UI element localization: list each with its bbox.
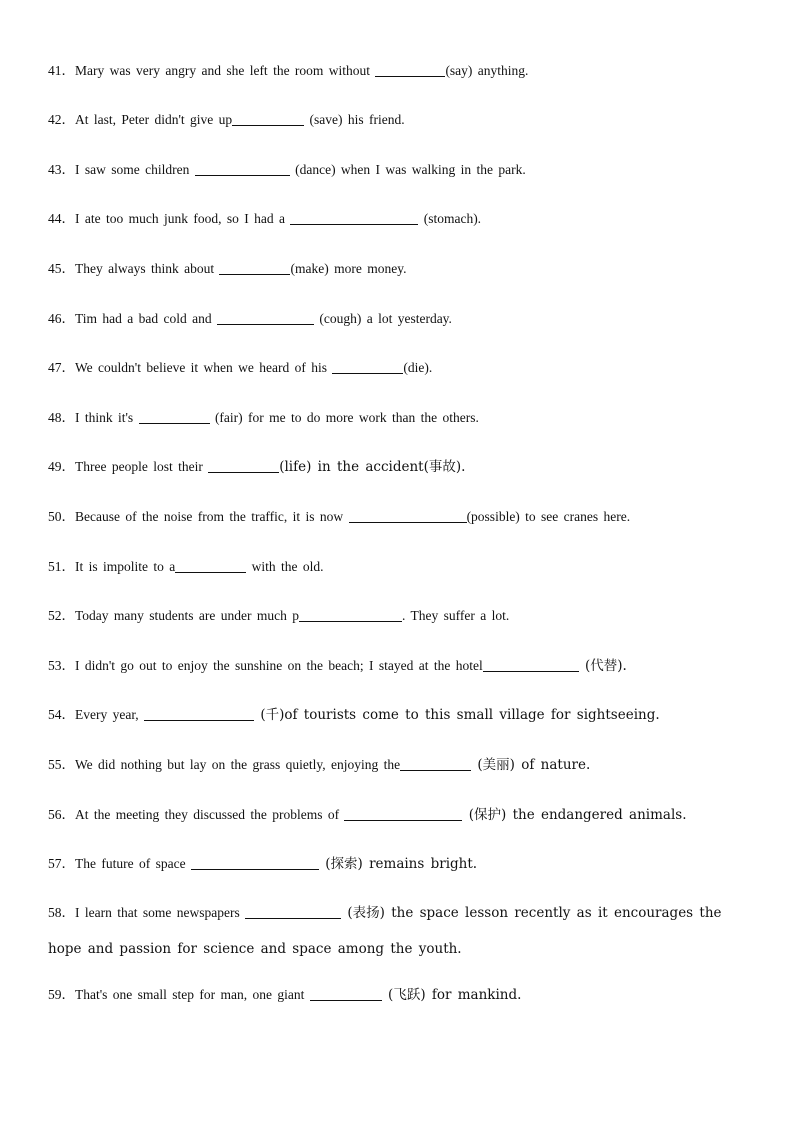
- answer-blank[interactable]: [332, 360, 403, 374]
- question-50: [48, 507, 748, 527]
- question-53: [48, 656, 748, 676]
- question-43: [48, 160, 748, 180]
- question-number: 58．: [48, 905, 75, 920]
- question-text-before: Three people lost their: [75, 459, 209, 474]
- question-text-before: I saw some children: [75, 162, 195, 177]
- question-number: 47．: [48, 360, 75, 375]
- question-text-before: We couldn't believe it when we heard of his: [75, 360, 333, 375]
- answer-blank[interactable]: [299, 608, 402, 622]
- question-text-before: I learn that some newspapers: [75, 905, 246, 920]
- question-number: 44．: [48, 211, 75, 226]
- question-52: [48, 606, 748, 626]
- question-41: [48, 61, 748, 81]
- answer-blank[interactable]: [349, 509, 467, 523]
- question-number: 45．: [48, 261, 75, 276]
- question-text-before: The future of space: [75, 856, 191, 871]
- question-text-before: Every year,: [75, 707, 145, 722]
- question-text-after: (表扬) the space lesson recently as it encourages the hope and passion for science and space among the youth.: [48, 905, 722, 957]
- question-number: 59．: [48, 987, 75, 1002]
- question-59: [48, 985, 748, 1005]
- question-number: 49．: [48, 459, 75, 474]
- question-55: [48, 755, 748, 775]
- answer-blank[interactable]: [483, 658, 579, 672]
- answer-blank[interactable]: [310, 987, 382, 1001]
- answer-blank[interactable]: [175, 559, 246, 573]
- question-45: [48, 259, 748, 279]
- question-text-after: (保护) the endangered animals.: [462, 807, 687, 823]
- question-text-after: (stomach).: [418, 211, 482, 226]
- question-51: [48, 557, 748, 577]
- question-text-before: We did nothing but lay on the grass quietly, enjoying the: [75, 757, 401, 772]
- question-text-before: I didn't go out to enjoy the sunshine on the beach; I stayed at the hotel: [75, 658, 483, 673]
- question-number: 52．: [48, 608, 75, 623]
- question-text-after: (代替).: [578, 658, 627, 674]
- question-number: 41．: [48, 63, 75, 78]
- question-number: 55．: [48, 757, 75, 772]
- question-text-after: (飞跃) for mankind.: [381, 987, 522, 1003]
- answer-blank[interactable]: [195, 162, 290, 176]
- question-number: 51．: [48, 559, 75, 574]
- answer-blank[interactable]: [191, 856, 319, 870]
- question-49: [48, 457, 748, 477]
- question-text-after: (dance) when I was walking in the park.: [289, 162, 526, 177]
- question-text-before: Because of the noise from the traffic, it is now: [75, 509, 349, 524]
- question-44: [48, 209, 748, 229]
- question-text-after: (make) more money.: [290, 261, 407, 276]
- question-text-after: with the old.: [246, 559, 324, 574]
- question-text-after: (save) his friend.: [304, 112, 405, 127]
- question-48: [48, 408, 748, 428]
- question-text-after: . They suffer a lot.: [402, 608, 510, 623]
- question-text-before: At last, Peter didn't give up: [75, 112, 233, 127]
- question-text-after: (fair) for me to do more work than the others.: [209, 410, 479, 425]
- question-number: 56．: [48, 807, 75, 822]
- answer-blank[interactable]: [144, 707, 254, 721]
- question-text-before: At the meeting they discussed the problems of: [75, 807, 345, 822]
- question-text-after: (life) in the accident(事故).: [279, 459, 466, 475]
- answer-blank[interactable]: [344, 807, 462, 821]
- question-number: 42．: [48, 112, 75, 127]
- question-46: [48, 309, 748, 329]
- question-text-after: (possible) to see cranes here.: [466, 509, 631, 524]
- answer-blank[interactable]: [232, 112, 304, 126]
- question-54: [48, 705, 748, 725]
- question-text-before: That's one small step for man, one giant: [75, 987, 310, 1002]
- question-number: 48．: [48, 410, 75, 425]
- answer-blank[interactable]: [208, 459, 279, 473]
- answer-blank[interactable]: [139, 410, 210, 424]
- question-text-before: Today many students are under much p: [75, 608, 299, 623]
- question-text-before: Tim had a bad cold and: [75, 311, 217, 326]
- question-number: 43．: [48, 162, 75, 177]
- question-47: [48, 358, 748, 378]
- question-56: [48, 805, 748, 825]
- question-number: 46．: [48, 311, 75, 326]
- answer-blank[interactable]: [219, 261, 290, 275]
- question-58: [48, 895, 740, 967]
- question-number: 54．: [48, 707, 75, 722]
- question-text-before: I think it's: [75, 410, 139, 425]
- answer-blank[interactable]: [400, 757, 471, 771]
- question-text-after: (千)of tourists come to this small village for sightseeing.: [254, 707, 660, 723]
- answer-blank[interactable]: [245, 905, 341, 919]
- question-number: 57．: [48, 856, 75, 871]
- question-text-after: (die).: [403, 360, 433, 375]
- question-text-after: (say) anything.: [445, 63, 529, 78]
- answer-blank[interactable]: [217, 311, 314, 325]
- question-42: [48, 110, 748, 130]
- question-57: [48, 854, 748, 874]
- question-text-before: Mary was very angry and she left the room without: [75, 63, 376, 78]
- question-text-after: (美丽) of nature.: [471, 757, 591, 773]
- question-text-after: (cough) a lot yesterday.: [313, 311, 452, 326]
- question-number: 50．: [48, 509, 75, 524]
- answer-blank[interactable]: [290, 211, 418, 225]
- question-text-before: It is impolite to a: [75, 559, 176, 574]
- question-text-after: (探索) remains bright.: [318, 856, 478, 872]
- question-text-before: I ate too much junk food, so I had a: [75, 211, 291, 226]
- question-number: 53．: [48, 658, 75, 673]
- question-text-before: They always think about: [75, 261, 220, 276]
- answer-blank[interactable]: [375, 63, 445, 77]
